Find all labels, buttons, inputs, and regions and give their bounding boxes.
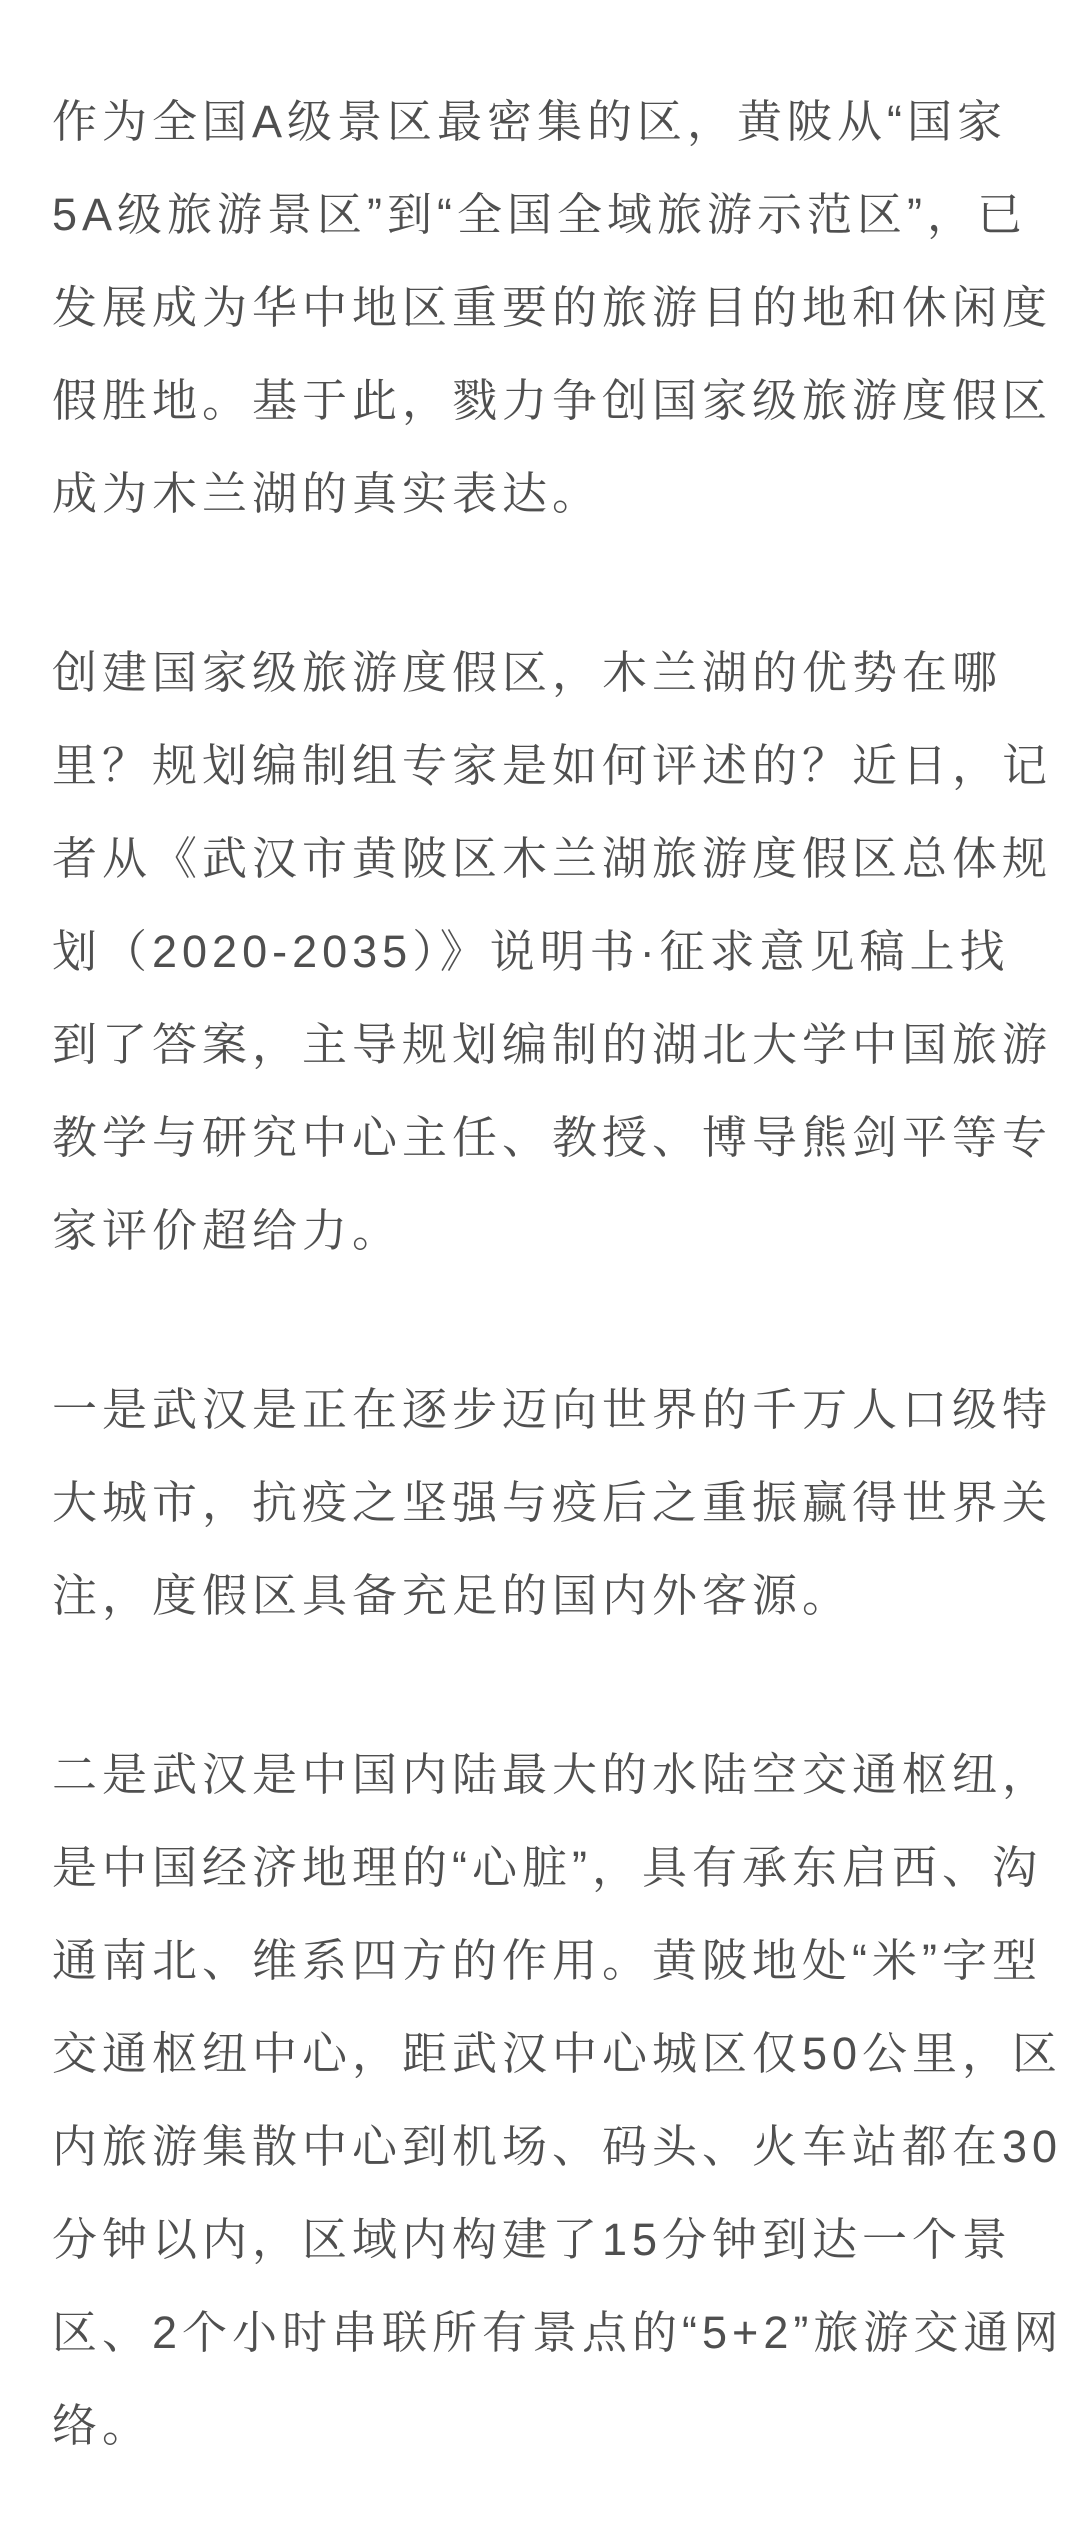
text-line: 到了答案，主导规划编制的湖北大学中国旅游 [52,1019,1053,1070]
text-line: 区、2个小时串联所有景点的“5+2”旅游交通网 [52,2307,1064,2358]
text-line: 大城市，抗疫之坚强与疫后之重振赢得世界关 [52,1477,1053,1528]
text-line: 者从《武汉市黄陂区木兰湖旅游度假区总体规 [52,833,1053,884]
text-line: 里？规划编制组专家是如何评述的？近日，记 [52,740,1053,791]
text-line: 划（2020-2035）》说明书·征求意见稿上找 [52,926,1010,977]
text-line: 是中国经济地理的“心脏”，具有承东启西、沟 [52,1842,1042,1893]
text-line: 创建国家级旅游度假区，木兰湖的优势在哪 [52,647,1003,698]
text-line: 教学与研究中心主任、教授、博导熊剑平等专 [52,1112,1053,1163]
text-line: 络。 [52,2400,153,2451]
text-line: 一是武汉是正在逐步迈向世界的千万人口级特 [52,1384,1053,1435]
text-line: 家评价超给力。 [52,1205,403,1256]
text-line: 假胜地。基于此，戮力争创国家级旅游度假区 [52,375,1053,426]
paragraph-advantage-one [52,1363,1053,1642]
paragraph-expert-review [52,626,1053,1277]
text-line: 注，度假区具备充足的国内外客源。 [52,1570,853,1621]
paragraph-advantage-two [52,1728,1064,2472]
paragraph-intro [52,75,1053,540]
text-line: 成为木兰湖的真实表达。 [52,468,603,519]
text-line: 交通枢纽中心，距武汉中心城区仅50公里，区 [52,2028,1063,2079]
text-line: 二是武汉是中国内陆最大的水陆空交通枢纽， [52,1749,1053,1800]
text-line: 通南北、维系四方的作用。黄陂地处“米”字型 [52,1935,1042,1986]
text-line: 内旅游集散中心到机场、码头、火车站都在30 [52,2121,1063,2172]
text-line: 分钟以内，区域内构建了15分钟到达一个景 [52,2214,1013,2265]
text-line: 5A级旅游景区”到“全国全域旅游示范区”，已 [52,189,1027,240]
text-line: 作为全国A级景区最密集的区，黄陂从“国家 [52,96,1008,147]
text-line: 发展成为华中地区重要的旅游目的地和休闲度 [52,282,1053,333]
